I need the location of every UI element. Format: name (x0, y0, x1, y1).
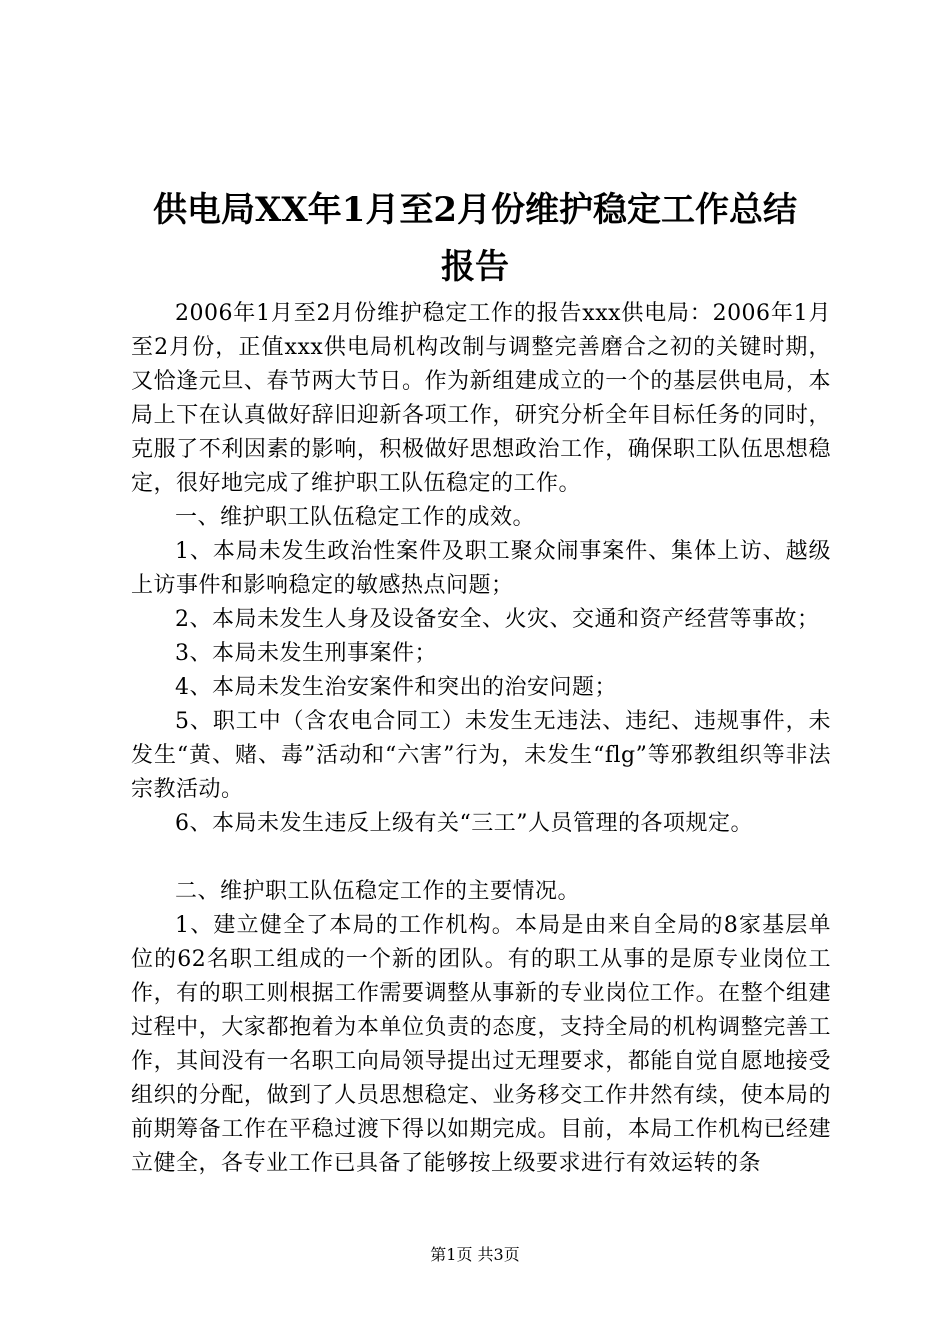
list-item: 3、本局未发生刑事案件； (175, 641, 437, 666)
list-item: 5、职工中（含农电合同工）未发生无违法、违纪、违规事件，未发生“黄、赌、毒”活动和“六害”行为，未发生“flg”等邪教组织等非法宗教活动。 (131, 709, 831, 802)
list-item: 6、本局未发生违反上级有关“三工”人员管理的各项规定。 (175, 811, 753, 836)
body-paragraph: 1、建立健全了本局的工作机构。本局是由来自全局的8家基层单位的62名职工组成的一个新的团队。有的职工从事的是原专业岗位工作，有的职工则根据工作需要调整从事新的专业岗位工作。在整个组建过程中，大家都抱着为本单位负责的态度，支持全局的机构调整完善工作，其间没有一名职工向局领导提出过无理要求，都能自觉自愿地接受组织的分配，做到了人员思想稳定、业务移交工作井然有续，使本局的前期筹备工作在平稳过渡下得以如期完成。目前，本局工作机构已经建立健全，各专业工作已具备了能够按上级要求进行有效运转的条 (131, 913, 831, 1176)
list-item: 2、本局未发生人身及设备安全、火灾、交通和资产经营等事故； (175, 607, 820, 632)
document-body (131, 297, 831, 1181)
intro-paragraph: 2006年1月至2月份维护稳定工作的报告xxx供电局：2006年1月至2月份，正值xxx供电局机构改制与调整完善磨合之初的关键时期，又恰逢元旦、春节两大节日。作为新组建成立的一个的基层供电局，本局上下在认真做好辞旧迎新各项工作，研究分析全年目标任务的同时，克服了不利因素的影响，积极做好思想政治工作，确保职工队伍思想稳定，很好地完成了维护职工队伍稳定的工作。 (131, 301, 831, 496)
list-item: 1、本局未发生政治性案件及职工聚众闹事案件、集体上访、越级上访事件和影响稳定的敏感热点问题； (131, 539, 831, 598)
title-line-1: 供电局XX年1月至2月份维护稳定工作总结 (152, 190, 798, 230)
section-heading-1: 一、维护职工队伍稳定工作的成效。 (175, 505, 536, 530)
page-footer: 第1页 共3页 (430, 1245, 520, 1264)
title-line-2: 报告 (441, 247, 509, 287)
section-heading-2: 二、维护职工队伍稳定工作的主要情况。 (175, 879, 581, 904)
list-item: 4、本局未发生治安案件和突出的治安问题； (175, 675, 617, 700)
document-title (100, 182, 850, 296)
paragraph-gap (131, 841, 831, 875)
